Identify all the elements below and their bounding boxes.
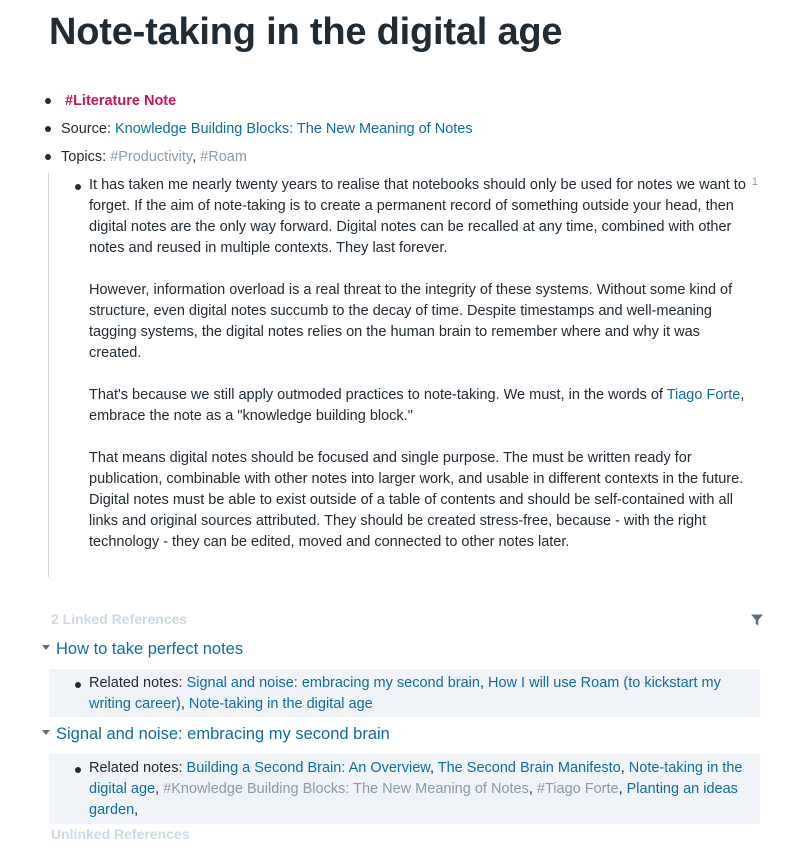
bullet-dot[interactable]	[45, 154, 51, 160]
ref-group-content	[49, 669, 760, 717]
bullet-dot[interactable]	[75, 682, 81, 688]
ref-link[interactable]: Planting an ideas garden	[89, 781, 738, 818]
productivity-tag[interactable]: #Productivity	[110, 149, 193, 165]
paragraph	[89, 385, 749, 427]
paragraph: That means digital notes should be focused and single purpose. The must be written ready for publication, combinable with other notes into larger work, and usable in different contexts in the future. Digital notes must be able to exist outside of a table of contents and should be self-contained with all links and original sources attributed. They should be created stress-free, because - with the right technology - they can be edited, moved and connected to other notes later.	[89, 450, 744, 550]
tiago-forte-link[interactable]: Tiago Forte	[666, 387, 741, 403]
note-block-text[interactable]	[89, 175, 749, 553]
ref-tag[interactable]: #Knowledge Building Blocks: The New Meaning of Notes	[163, 781, 529, 797]
paragraph: It has taken me nearly twenty years to realise that notebooks should only be used for notes we want to forget. If the aim of note-taking is to create a permanent record of something outside your head, then digital notes are the only way forward. Digital notes can be recalled at any time, combined with other notes and reused in multiple contexts. They last forever.	[89, 177, 746, 256]
ref-page-link[interactable]: How to take perfect notes	[56, 640, 244, 658]
related-notes-label: Related notes:	[89, 675, 187, 691]
topics-label: Topics:	[61, 149, 111, 165]
bullet-text	[61, 89, 176, 113]
bullet-text	[61, 117, 473, 141]
bullet-text	[61, 145, 247, 169]
block-reference-count[interactable]: 1	[751, 176, 758, 188]
source-bullet[interactable]	[45, 117, 765, 145]
ref-group-content	[49, 754, 760, 824]
literature-note-tag[interactable]: #Literature Note	[65, 93, 177, 109]
ref-link[interactable]: The Second Brain Manifesto	[437, 760, 621, 776]
page-properties	[45, 89, 765, 173]
page-title[interactable]: Note-taking in the digital age	[49, 11, 563, 53]
ref-link[interactable]: Signal and noise: embracing my second brain	[186, 675, 480, 691]
linked-references-heading[interactable]: 2 Linked References	[51, 611, 188, 627]
topic-separator: ,	[192, 149, 201, 165]
ref-link[interactable]: How I will use Roam (to kickstart my writing career)	[89, 675, 721, 712]
chevron-down-icon[interactable]	[42, 645, 50, 650]
ref-group-header	[42, 637, 243, 661]
bullet-dot[interactable]	[75, 767, 81, 773]
ref-link[interactable]: Note-taking in the digital age	[89, 760, 743, 797]
child-block-group	[48, 172, 761, 577]
ref-block-text[interactable]: Related notes: Signal and noise: embracing my second brain, How I will use Roam (to kickstart my writing career), Note-taking in the digital age	[89, 675, 721, 712]
paragraph-text: , embrace the note as a "knowledge building block."	[89, 387, 745, 424]
ref-block-text[interactable]: Related notes: Building a Second Brain: An Overview, The Second Brain Manifesto, Note-taking in the digital age, #Knowledge Building Blocks: The New Meaning of Notes, #Tiago Forte, Planting an ideas garden,	[89, 760, 743, 818]
ref-tag[interactable]: #Tiago Forte	[536, 781, 619, 797]
paragraph-text: That's because we still apply outmoded practices to note-taking. We must, in the words of	[89, 387, 667, 403]
filter-icon[interactable]	[750, 613, 764, 627]
source-label: Source:	[61, 121, 115, 137]
roam-tag[interactable]: #Roam	[200, 149, 247, 165]
bullet-dot[interactable]	[45, 98, 51, 104]
ref-link[interactable]: Note-taking in the digital age	[188, 696, 373, 712]
ref-link[interactable]: Building a Second Brain: An Overview	[186, 760, 430, 776]
ref-page-link[interactable]: Signal and noise: embracing my second brain	[56, 725, 390, 743]
bullet-dot[interactable]	[45, 126, 51, 132]
chevron-down-icon[interactable]	[42, 730, 50, 735]
literature-tag-bullet[interactable]	[45, 89, 765, 117]
unlinked-references-heading[interactable]: Unlinked References	[51, 826, 190, 842]
ref-group-header	[42, 722, 390, 746]
topics-bullet[interactable]	[45, 145, 765, 173]
bullet-dot[interactable]	[75, 184, 81, 190]
source-link[interactable]: Knowledge Building Blocks: The New Meaning of Notes	[115, 121, 473, 137]
paragraph: However, information overload is a real threat to the integrity of these systems. Without some kind of structure, even digital notes succumb to the decay of time. Despite timestamps and well-meaning tagging systems, the digital notes relies on the human brain to remember where and why it was created.	[89, 282, 733, 361]
related-notes-label: Related notes:	[89, 760, 187, 776]
